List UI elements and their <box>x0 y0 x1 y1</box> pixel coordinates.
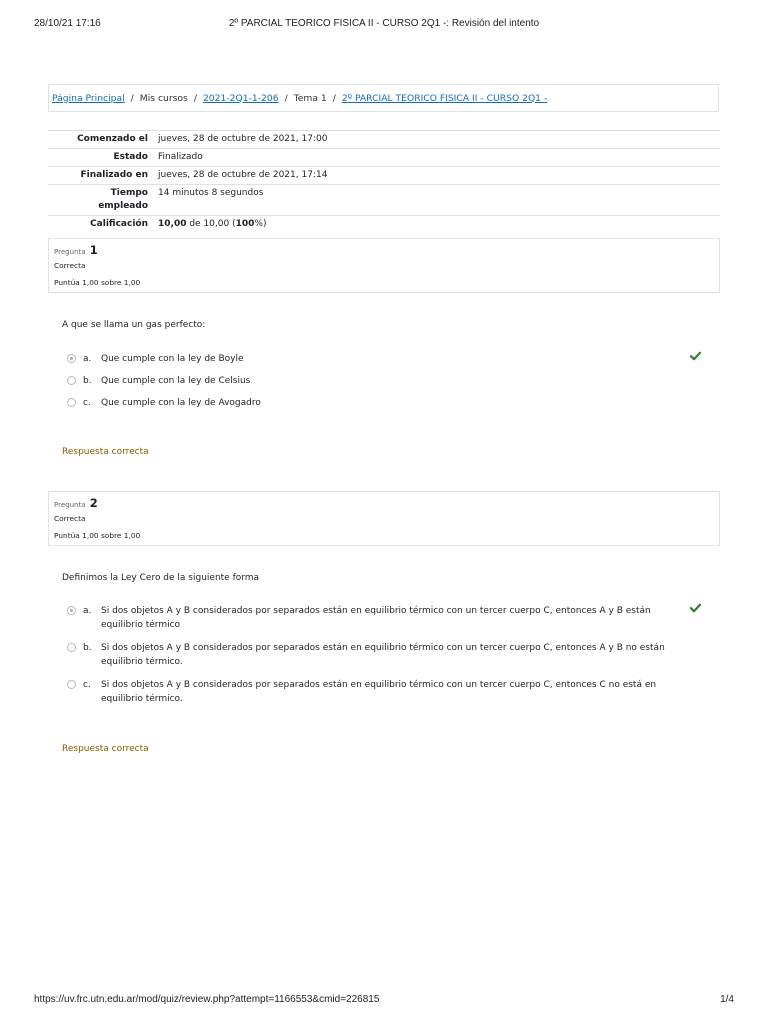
radio-icon[interactable] <box>67 680 76 689</box>
question-number-line <box>54 243 98 257</box>
radio-icon[interactable] <box>67 376 76 385</box>
summary-row-grade <box>48 216 720 234</box>
time-label <box>48 185 154 216</box>
summary-row-finished <box>48 167 720 185</box>
feedback-text: Respuesta correcta <box>62 447 149 457</box>
question-info <box>48 491 720 546</box>
breadcrumb-my-courses: Mis cursos <box>139 92 188 104</box>
answer-letter: b. <box>83 643 92 653</box>
grade-score: 10,00 <box>158 219 187 229</box>
breadcrumb-topic: Tema 1 <box>293 92 327 104</box>
print-title: 2º PARCIAL TEORICO FISICA II - CURSO 2Q1 -: Revisión del intento <box>228 18 540 29</box>
state-value: Finalizado <box>154 149 720 167</box>
time-label-line-2: empleado <box>98 201 148 211</box>
print-url: https://uv.frc.utn.edu.ar/mod/quiz/review.php?attempt=1166553&cmid=226815 <box>34 994 380 1005</box>
question-info <box>48 238 720 293</box>
summary-row-state <box>48 149 720 167</box>
summary-row-time <box>48 185 720 216</box>
finished-value: jueves, 28 de octubre de 2021, 17:14 <box>154 167 720 185</box>
check-icon <box>690 351 701 361</box>
answer-text: Si dos objetos A y B considerados por separados están en equilibrio térmico con un tercer cuerpo C, entonces A y B están equilibrio térmico <box>101 606 651 630</box>
radio-icon[interactable] <box>67 606 76 615</box>
breadcrumb-separator: / <box>193 92 197 104</box>
finished-label: Finalizado en <box>48 167 154 185</box>
breadcrumb-separator: / <box>130 92 134 104</box>
radio-icon[interactable] <box>67 354 76 363</box>
state-label: Estado <box>48 149 154 167</box>
question-label: Pregunta <box>54 501 86 509</box>
question-number: 1 <box>89 243 98 257</box>
grade-label: Calificación <box>48 216 154 234</box>
question-grade: Puntúa 1,00 sobre 1,00 <box>54 278 141 287</box>
question-number: 2 <box>89 496 98 510</box>
question-state: Correcta <box>54 261 86 270</box>
question-text: Definimos la Ley Cero de la siguiente forma <box>62 573 260 583</box>
radio-icon[interactable] <box>67 643 76 652</box>
summary-row-started <box>48 131 720 149</box>
breadcrumb-home-link[interactable]: Página Principal <box>52 92 125 104</box>
answer-letter: a. <box>83 606 92 616</box>
check-icon <box>690 603 701 613</box>
answer-letter: b. <box>83 376 92 386</box>
grade-end: %) <box>254 219 267 229</box>
answer-text: Que cumple con la ley de Boyle <box>101 354 244 364</box>
print-page-number: 1/4 <box>720 994 734 1005</box>
answer-letter: c. <box>83 398 91 408</box>
answer-text: Si dos objetos A y B considerados por separados están en equilibrio térmico con un tercer cuerpo C, entonces A y B no están equilibrio térmico. <box>101 643 665 667</box>
breadcrumb-separator: / <box>332 92 336 104</box>
print-header <box>34 18 734 32</box>
breadcrumb-course-link[interactable]: 2021-2Q1-1-206 <box>202 92 279 104</box>
grade-of: de 10,00 ( <box>189 219 236 229</box>
answer-text: Que cumple con la ley de Celsius <box>101 376 251 386</box>
answer-text: Que cumple con la ley de Avogadro <box>101 398 261 408</box>
question-label: Pregunta <box>54 248 86 256</box>
time-value: 14 minutos 8 segundos <box>154 185 720 216</box>
started-label: Comenzado el <box>48 131 154 149</box>
question-grade: Puntúa 1,00 sobre 1,00 <box>54 531 141 540</box>
breadcrumb-separator: / <box>284 92 288 104</box>
time-label-line-1: Tiempo <box>110 188 148 198</box>
breadcrumb-quiz-link[interactable]: 2º PARCIAL TEORICO FISICA II - CURSO 2Q1 - <box>341 92 548 104</box>
started-value: jueves, 28 de octubre de 2021, 17:00 <box>154 131 720 149</box>
grade-value <box>154 216 720 234</box>
question-state: Correcta <box>54 514 86 523</box>
grade-percent: 100 <box>235 219 255 229</box>
print-footer <box>34 994 734 1008</box>
answer-letter: c. <box>83 680 91 690</box>
question-text: A que se llama un gas perfecto: <box>62 320 206 330</box>
radio-icon[interactable] <box>67 398 76 407</box>
attempt-summary-table <box>48 130 720 233</box>
answer-text: Si dos objetos A y B considerados por separados están en equilibrio térmico con un tercer cuerpo C, entonces C no está en equilibrio térmico. <box>101 680 657 704</box>
print-datetime: 28/10/21 17:16 <box>34 18 101 29</box>
answer-letter: a. <box>83 354 92 364</box>
question-number-line <box>54 496 98 510</box>
breadcrumb <box>48 84 719 112</box>
feedback-text: Respuesta correcta <box>62 744 149 754</box>
